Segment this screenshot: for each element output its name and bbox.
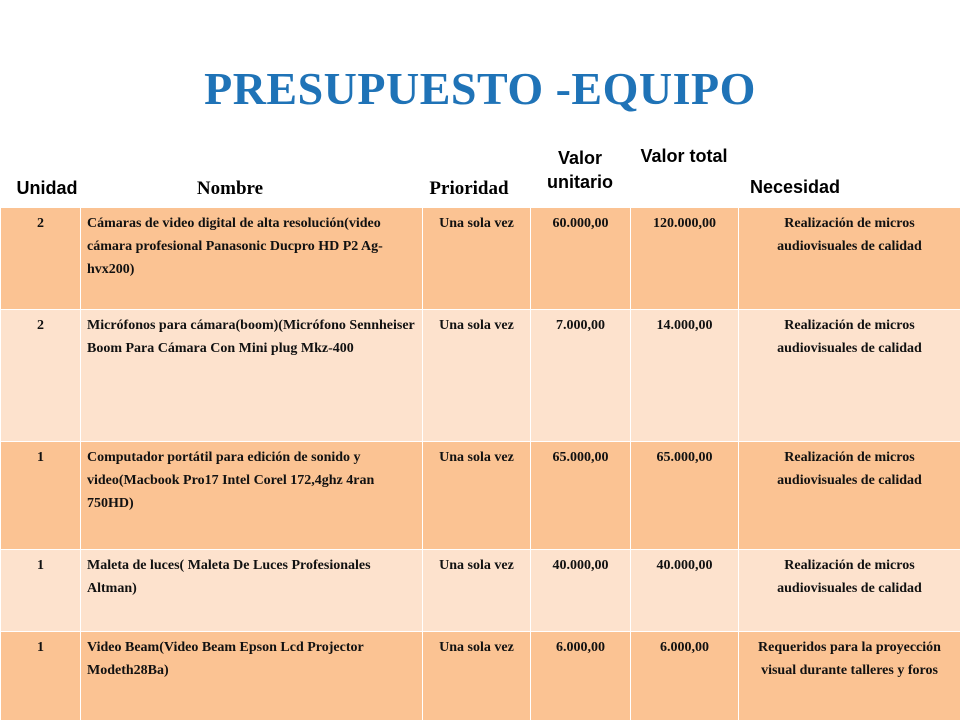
cell-valor-total: 6.000,00 — [631, 632, 739, 721]
cell-valor-unitario: 40.000,00 — [531, 550, 631, 632]
cell-valor-total: 40.000,00 — [631, 550, 739, 632]
cell-necesidad: Realización de micros audiovisuales de calidad — [739, 208, 960, 310]
cell-prioridad: Una sola vez — [423, 632, 531, 721]
table-row — [1, 632, 960, 721]
cell-valor-total: 65.000,00 — [631, 442, 739, 550]
header-unidad: Unidad — [8, 176, 86, 200]
header-nombre: Nombre — [150, 177, 310, 201]
cell-necesidad: Realización de micros audiovisuales de calidad — [739, 550, 960, 632]
header-prioridad: Prioridad — [414, 177, 524, 201]
cell-nombre: Video Beam(Video Beam Epson Lcd Projector Modeth28Ba) — [81, 632, 423, 721]
cell-unidad: 2 — [1, 208, 81, 310]
cell-necesidad: Realización de micros audiovisuales de calidad — [739, 442, 960, 550]
cell-prioridad: Una sola vez — [423, 442, 531, 550]
cell-prioridad: Una sola vez — [423, 550, 531, 632]
cell-valor-total: 120.000,00 — [631, 208, 739, 310]
header-valor-unitario: Valor unitario — [528, 146, 632, 194]
table-header — [0, 140, 960, 206]
cell-prioridad: Una sola vez — [423, 208, 531, 310]
header-necesidad: Necesidad — [742, 175, 910, 199]
slide-title: PRESUPUESTO -EQUIPO — [0, 62, 960, 115]
cell-unidad: 2 — [1, 310, 81, 442]
cell-valor-unitario: 60.000,00 — [531, 208, 631, 310]
cell-necesidad: Requeridos para la proyección visual durante talleres y foros — [739, 632, 960, 721]
cell-nombre: Computador portátil para edición de sonido y video(Macbook Pro17 Intel Corel 172,4ghz 4ran 750HD) — [81, 442, 423, 550]
header-valor-total: Valor total — [636, 144, 732, 168]
cell-prioridad: Una sola vez — [423, 310, 531, 442]
cell-nombre: Micrófonos para cámara(boom)(Micrófono Sennheiser Boom Para Cámara Con Mini plug Mkz-400 — [81, 310, 423, 442]
table-row — [1, 550, 960, 632]
cell-valor-unitario: 7.000,00 — [531, 310, 631, 442]
cell-valor-unitario: 6.000,00 — [531, 632, 631, 721]
table-row — [1, 208, 960, 310]
cell-valor-total: 14.000,00 — [631, 310, 739, 442]
budget-table — [0, 207, 960, 721]
table-row — [1, 310, 960, 442]
cell-unidad: 1 — [1, 550, 81, 632]
cell-nombre: Cámaras de video digital de alta resolución(video cámara profesional Panasonic Ducpro HD P2 Ag-hvx200) — [81, 208, 423, 310]
table-row — [1, 442, 960, 550]
cell-unidad: 1 — [1, 632, 81, 721]
cell-unidad: 1 — [1, 442, 81, 550]
cell-valor-unitario: 65.000,00 — [531, 442, 631, 550]
cell-necesidad: Realización de micros audiovisuales de calidad — [739, 310, 960, 442]
cell-nombre: Maleta de luces( Maleta De Luces Profesionales Altman) — [81, 550, 423, 632]
